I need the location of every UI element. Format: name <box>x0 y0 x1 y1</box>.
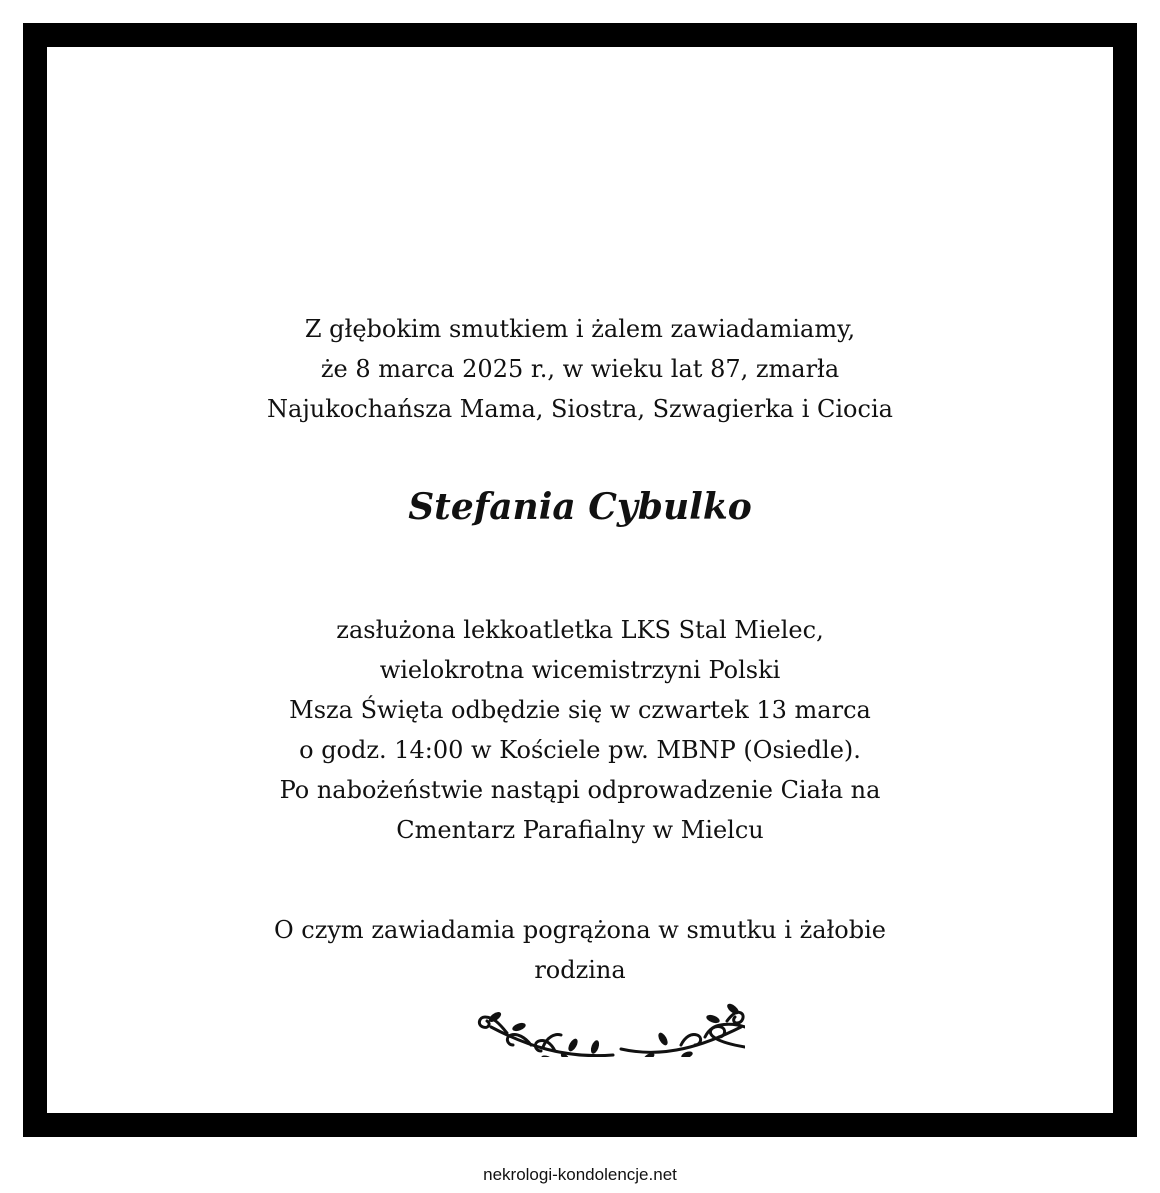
intro-text <box>47 309 1113 429</box>
floral-branches-icon <box>455 987 745 1057</box>
body-text <box>47 610 1113 850</box>
body-line: Msza Święta odbędzie się w czwartek 13 marca <box>289 696 871 724</box>
obituary-frame <box>23 23 1137 1137</box>
closing-line: rodzina <box>534 956 626 984</box>
closing-line: O czym zawiadamia pogrążona w smutku i żałobie <box>273 916 886 944</box>
body-line: zasłużona lekkoatletka LKS Stal Mielec, <box>336 616 824 644</box>
body-line: wielokrotna wicemistrzyni Polski <box>379 656 781 684</box>
site-footer: nekrologi-kondolencje.net <box>483 1165 677 1184</box>
intro-line: że 8 marca 2025 r., w wieku lat 87, zmarła <box>320 355 840 383</box>
intro-line: Z głębokim smutkiem i żalem zawiadamiamy, <box>304 315 856 343</box>
closing-text <box>47 910 1113 990</box>
obituary-card <box>47 47 1113 1113</box>
deceased-name: Stefania Cybulko <box>408 486 752 528</box>
body-line: o godz. 14:00 w Kościele pw. MBNP (Osiedle). <box>299 736 861 764</box>
body-line: Cmentarz Parafialny w Mielcu <box>396 816 764 844</box>
body-line: Po nabożeństwie nastąpi odprowadzenie Ciała na <box>279 776 881 804</box>
intro-line: Najukochańsza Mama, Siostra, Szwagierka i Ciocia <box>267 395 893 423</box>
